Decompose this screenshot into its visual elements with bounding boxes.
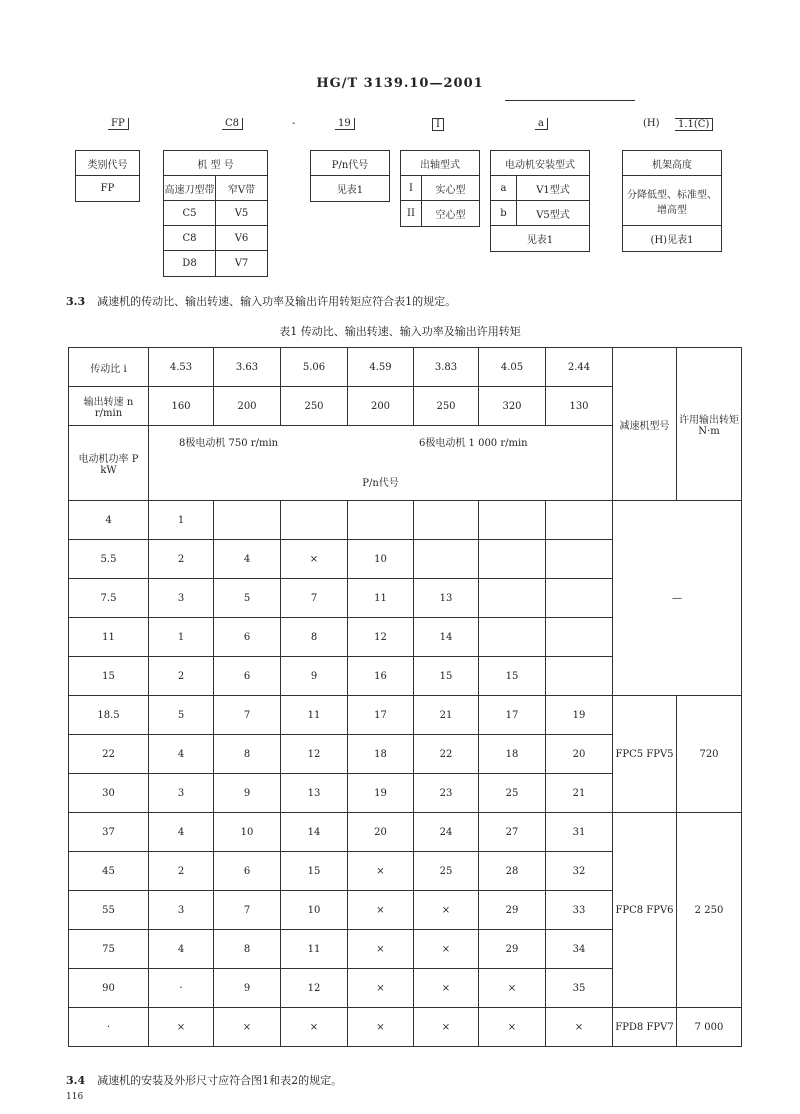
pn-code-cell: × (414, 969, 479, 1008)
mount-code: a (500, 182, 507, 194)
code-dash: - (292, 118, 296, 129)
frame-height-box (622, 150, 722, 252)
pn-code-cell: 8 (281, 618, 348, 657)
pn-code-cell: 11 (348, 579, 414, 618)
pn-code-cell (546, 540, 613, 579)
power-value: 5.5 (69, 540, 149, 579)
pn-code-cell: 3 (149, 774, 214, 813)
pn-code-cell: 22 (414, 735, 479, 774)
pn-code-cell: 12 (281, 969, 348, 1008)
pn-code-cell: × (348, 969, 414, 1008)
torque-header: 许用输出转矩 N·m (677, 348, 742, 501)
pn-code-box (310, 150, 390, 202)
pn-code-cell: 16 (348, 657, 414, 696)
pn-code-cell: 6 (214, 618, 281, 657)
model-cell: — (613, 501, 742, 696)
frame-height-note: (H)见表1 (650, 235, 694, 246)
pn-code-cell: 4 (149, 813, 214, 852)
pn-code-cell: 28 (479, 852, 546, 891)
frame-model-box (163, 150, 268, 277)
pn-code-cell (546, 657, 613, 696)
power-value: 18.5 (69, 696, 149, 735)
pn-code-cell: 9 (214, 969, 281, 1008)
pn-code-cell (281, 501, 348, 540)
motor-8-pole: 8极电动机 750 r/min (179, 438, 279, 449)
pn-code-cell: 29 (479, 891, 546, 930)
code-a: a (535, 118, 548, 130)
pn-code-cell: 24 (414, 813, 479, 852)
table-row (69, 1008, 742, 1047)
pn-code-cell: 7 (214, 696, 281, 735)
pn-code-cell: 32 (546, 852, 613, 891)
frame-col2: 窄V带 (215, 176, 267, 200)
pn-code-cell: × (214, 1008, 281, 1047)
speed-value: 160 (149, 387, 214, 426)
pn-code-cell: 1 (149, 618, 214, 657)
pn-code-cell: 11 (281, 930, 348, 969)
pn-code-cell: 17 (348, 696, 414, 735)
pn-code-cell: 27 (479, 813, 546, 852)
power-value: 45 (69, 852, 149, 891)
pn-code-cell: 2 (149, 657, 214, 696)
standard-header: HG/T 3139.10—2001 (316, 76, 484, 91)
pn-code-cell: × (546, 1008, 613, 1047)
frame-cell: D8 (182, 258, 197, 269)
power-value: 37 (69, 813, 149, 852)
frame-height-title: 机架高度 (623, 151, 721, 176)
pn-code-cell: 4 (214, 540, 281, 579)
mount-code: b (500, 207, 507, 219)
power-value: · (69, 1008, 149, 1047)
pn-code-cell: · (149, 969, 214, 1008)
page-number: 116 (66, 1092, 84, 1102)
pn-code-cell: 5 (214, 579, 281, 618)
model-header: 减速机型号 (613, 348, 677, 501)
type-code-title: 类别代号 (76, 151, 139, 176)
motor-mount-box (490, 150, 590, 252)
table-caption: 表1 传动比、输出转速、输入功率及输出许用转矩 (279, 325, 521, 338)
pn-code-cell: 25 (414, 852, 479, 891)
motor-mount-title: 电动机安装型式 (491, 151, 589, 176)
pn-code-cell: 35 (546, 969, 613, 1008)
pn-code-cell (479, 618, 546, 657)
shaft-title: 出轴型式 (401, 151, 479, 176)
power-value: 55 (69, 891, 149, 930)
frame-cell: V5 (215, 201, 267, 225)
torque-cell: 720 (677, 696, 742, 813)
type-code-box (75, 150, 140, 202)
speed-value: 130 (546, 387, 613, 426)
pn-code-cell: 29 (479, 930, 546, 969)
ratio-table (68, 347, 742, 1047)
power-label: 电动机功率 P kW (69, 426, 149, 501)
frame-cell: V7 (215, 251, 267, 276)
table-row (69, 696, 742, 735)
pn-code-cell: 18 (348, 735, 414, 774)
pn-code-cell: × (348, 891, 414, 930)
pn-code-cell: × (414, 930, 479, 969)
header-rule (505, 100, 635, 101)
pn-code-cell: × (281, 1008, 348, 1047)
speed-value: 320 (479, 387, 546, 426)
pn-code-cell: 20 (348, 813, 414, 852)
ratio-value: 3.63 (214, 348, 281, 387)
pn-code-cell: 9 (214, 774, 281, 813)
pn-code-cell: 4 (149, 735, 214, 774)
speed-value: 250 (281, 387, 348, 426)
pn-code-cell: 14 (414, 618, 479, 657)
pn-code-cell: 14 (281, 813, 348, 852)
section-3-3: 3.3 减速机的传动比、输出转速、输入功率及输出许用转矩应符合表1的规定。 (66, 295, 457, 308)
model-cell: FPD8 FPV7 (613, 1008, 677, 1047)
motor-header (149, 426, 613, 501)
pn-code-cell: 10 (214, 813, 281, 852)
pn-code-cell: 5 (149, 696, 214, 735)
pn-code-cell: 4 (149, 930, 214, 969)
mount-desc: V5型式 (516, 201, 589, 225)
pn-value: 见表1 (336, 185, 364, 196)
pn-code-cell: 10 (348, 540, 414, 579)
mount-desc: V1型式 (516, 176, 589, 200)
table-row (69, 501, 742, 540)
pn-title: P/n代号 (311, 151, 389, 176)
pn-code-cell: 7 (281, 579, 348, 618)
pn-code-cell: 19 (546, 696, 613, 735)
pn-code-cell: 11 (281, 696, 348, 735)
ratio-value: 4.53 (149, 348, 214, 387)
power-value: 22 (69, 735, 149, 774)
motor-6-pole: 6极电动机 1 000 r/min (419, 438, 528, 449)
pn-code-cell: × (348, 1008, 414, 1047)
code-i: I (432, 118, 444, 131)
table-row (69, 813, 742, 852)
mount-note: 见表1 (526, 235, 554, 246)
pn-code-cell (414, 540, 479, 579)
frame-cell: V6 (215, 226, 267, 250)
pn-code-cell (479, 579, 546, 618)
pn-code-cell: × (348, 852, 414, 891)
pn-code-cell: 2 (149, 852, 214, 891)
shaft-desc: 空心型 (421, 201, 479, 226)
torque-cell: 7 000 (677, 1008, 742, 1047)
pn-code-cell: 12 (348, 618, 414, 657)
pn-code-cell: × (414, 1008, 479, 1047)
pn-code-cell: 2 (149, 540, 214, 579)
pn-code-cell: 17 (479, 696, 546, 735)
frame-cell: C5 (182, 207, 197, 219)
shaft-code: II (407, 208, 415, 219)
shaft-desc: 实心型 (421, 176, 479, 200)
pn-code-cell: 1 (149, 501, 214, 540)
pn-code-cell: × (479, 969, 546, 1008)
ratio-value: 5.06 (281, 348, 348, 387)
pn-code-cell: 31 (546, 813, 613, 852)
pn-code-cell: 15 (479, 657, 546, 696)
pn-code-cell: 10 (281, 891, 348, 930)
torque-cell: 2 250 (677, 813, 742, 1008)
pn-code-cell: 19 (348, 774, 414, 813)
pn-code-cell: 25 (479, 774, 546, 813)
pn-code-cell: 21 (546, 774, 613, 813)
pn-code-cell: × (479, 1008, 546, 1047)
shaft-type-box (400, 150, 480, 227)
pn-code-cell: 13 (281, 774, 348, 813)
pn-code-cell: 21 (414, 696, 479, 735)
ratio-value: 3.83 (414, 348, 479, 387)
power-value: 75 (69, 930, 149, 969)
ratio-value: 4.05 (479, 348, 546, 387)
power-value: 11 (69, 618, 149, 657)
pn-code-cell: 9 (281, 657, 348, 696)
pn-code-cell (546, 579, 613, 618)
pn-code-cell: 6 (214, 657, 281, 696)
power-value: 15 (69, 657, 149, 696)
code-frame: 1.1(C) (675, 118, 713, 131)
code-c8: C8 (222, 118, 243, 130)
pn-code-cell (479, 540, 546, 579)
pn-code-cell: 12 (281, 735, 348, 774)
frame-cell: C8 (182, 232, 197, 244)
code-fp: FP (108, 118, 129, 130)
frame-height-value: 分降低型、标准型、增高型 (623, 176, 721, 226)
pn-code-cell: × (348, 930, 414, 969)
speed-value: 200 (348, 387, 414, 426)
pn-code-cell: 8 (214, 735, 281, 774)
ratio-value: 2.44 (546, 348, 613, 387)
pn-code-cell (479, 501, 546, 540)
pn-code-cell: 23 (414, 774, 479, 813)
ratio-value: 4.59 (348, 348, 414, 387)
model-cell: FPC5 FPV5 (613, 696, 677, 813)
pn-code-cell: 34 (546, 930, 613, 969)
pn-code-cell: 13 (414, 579, 479, 618)
pn-code-cell (348, 501, 414, 540)
pn-code-cell (546, 501, 613, 540)
ratio-label: 传动比 i (69, 348, 149, 387)
pn-code-cell (414, 501, 479, 540)
speed-label: 输出转速 n r/min (69, 387, 149, 426)
code-19: 19 (335, 118, 355, 130)
pn-code-cell: 3 (149, 579, 214, 618)
pn-code-cell: 7 (214, 891, 281, 930)
pn-code-cell: 3 (149, 891, 214, 930)
shaft-code: I (409, 182, 413, 194)
frame-model-title: 机 型 号 (164, 151, 267, 176)
pn-code-cell: 33 (546, 891, 613, 930)
type-code-value: FP (100, 183, 115, 194)
pn-code-cell: 18 (479, 735, 546, 774)
pn-code-cell: 8 (214, 930, 281, 969)
code-h: (H) (643, 118, 660, 129)
speed-value: 250 (414, 387, 479, 426)
pn-code-cell: 15 (281, 852, 348, 891)
power-value: 7.5 (69, 579, 149, 618)
power-value: 90 (69, 969, 149, 1008)
pn-code-cell: 6 (214, 852, 281, 891)
section-3-4: 3.4 减速机的安装及外形尺寸应符合图1和表2的规定。 (66, 1074, 343, 1087)
power-value: 30 (69, 774, 149, 813)
pn-code-cell: × (149, 1008, 214, 1047)
power-value: 4 (69, 501, 149, 540)
frame-col1: 高速刀型带 (164, 184, 215, 196)
pn-code-label: P/n代号 (362, 478, 399, 489)
pn-code-cell: × (414, 891, 479, 930)
speed-value: 200 (214, 387, 281, 426)
pn-code-cell (214, 501, 281, 540)
pn-code-cell (546, 618, 613, 657)
model-cell: FPC8 FPV6 (613, 813, 677, 1008)
pn-code-cell: 15 (414, 657, 479, 696)
pn-code-cell: 20 (546, 735, 613, 774)
pn-code-cell: × (281, 540, 348, 579)
